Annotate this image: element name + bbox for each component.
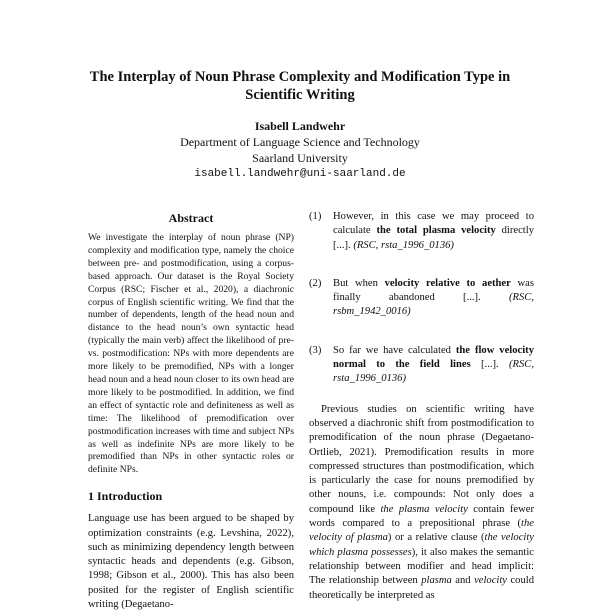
- author-block: [100, 118, 500, 182]
- example-number: (2): [309, 277, 322, 289]
- example-text: So far we have calculated the flow velocity normal to the field lines [...]. (RSC, rsta_1996_0136): [333, 344, 534, 385]
- abstract-heading: Abstract: [168, 211, 214, 225]
- example-highlight: the total plasma velocity: [376, 225, 496, 237]
- author-email[interactable]: isabell.landwehr@uni-saarland.de: [194, 168, 406, 180]
- example-highlight: velocity relative to aether: [384, 277, 511, 289]
- example-1: [309, 210, 534, 253]
- example-3: [309, 344, 534, 387]
- abstract-text: We investigate the interplay of noun phrase (NP) complexity and modification type, namely the choice between pre- and postmodification, using a corpus-based approach. Our dataset is the Royal Society Corpus (RSC; Fischer et al., 2020), a diachronic corpus of English scientific writing. We find that the number of dependents, length of the head noun and distance to the head noun’s own syntactic head (typically the main verb) affect the likelihood of pre- vs. postmodification: NPs with more dependents are more likely to be premodified, NPs with a longer head noun and a head noun closer to its own head are more likely to be postmodified. In addition, we find an effect of syntactic role and definiteness as well as time: The likelihood of premodification over postmodification increases with time and subject NPs as well as indefinite NPs are more likely to be premodified than NPs in other syntactic roles or definite NPs.: [88, 232, 294, 476]
- author-university: Saarland University: [252, 151, 348, 165]
- left-column: [88, 211, 294, 612]
- author-name: Isabell Landwehr: [254, 119, 346, 133]
- example-source: (RSC, rsta_1996_0136): [333, 359, 534, 385]
- example-number: (1): [309, 211, 322, 222]
- right-column: [309, 210, 534, 603]
- example-highlight: the flow velocity normal to the field lines: [333, 344, 534, 371]
- example-number: (3): [309, 344, 322, 356]
- introduction-text: Language use has been argued to be shaped by optimization constraints (e.g. Levshina, 2022), such as minimizing dependency length between syntactic heads and dependents (e.g. Gibson, 1998; Gibson et al., 2000). This has also been posited for the register of English scientific writing (Degaetano-: [88, 513, 294, 610]
- author-department: Department of Language Science and Technology: [180, 135, 420, 149]
- example-source: (RSC, rsbm_1942_0016): [333, 292, 534, 318]
- paper-title: The Interplay of Noun Phrase Complexity and Modification Type in Scientific Writing: [89, 69, 511, 103]
- example-source: (RSC, rsta_1996_0136): [353, 239, 454, 251]
- example-text: However, in this case we may proceed to calculate the total plasma velocity directly [...]. (RSC, rsta_1996_0136): [333, 211, 534, 251]
- example-2: [309, 277, 534, 320]
- body-paragraph: Previous studies on scientific writing have observed a diachronic shift from postmodification to premodification of the noun phrase (Degaetano-Ortlieb, 2021). Premodification results in more compressed structures than postmodification, which is particularly the case for nouns premodified by other nouns, i.e. compounds: Not only does a compound like the plasma velocity contain fewer words compared to a prepositional phrase (the velocity of plasma) or a relative clause (the velocity which plasma possesses), it also makes the semantic relationship between modifier and head implicit: The relationship between plasma and velocity could theoretically be interpreted as: [309, 403, 535, 601]
- introduction-heading: 1 Introduction: [88, 489, 163, 504]
- example-text: But when velocity relative to aether was finally abandoned [...]. (RSC, rsbm_1942_0016): [333, 277, 534, 318]
